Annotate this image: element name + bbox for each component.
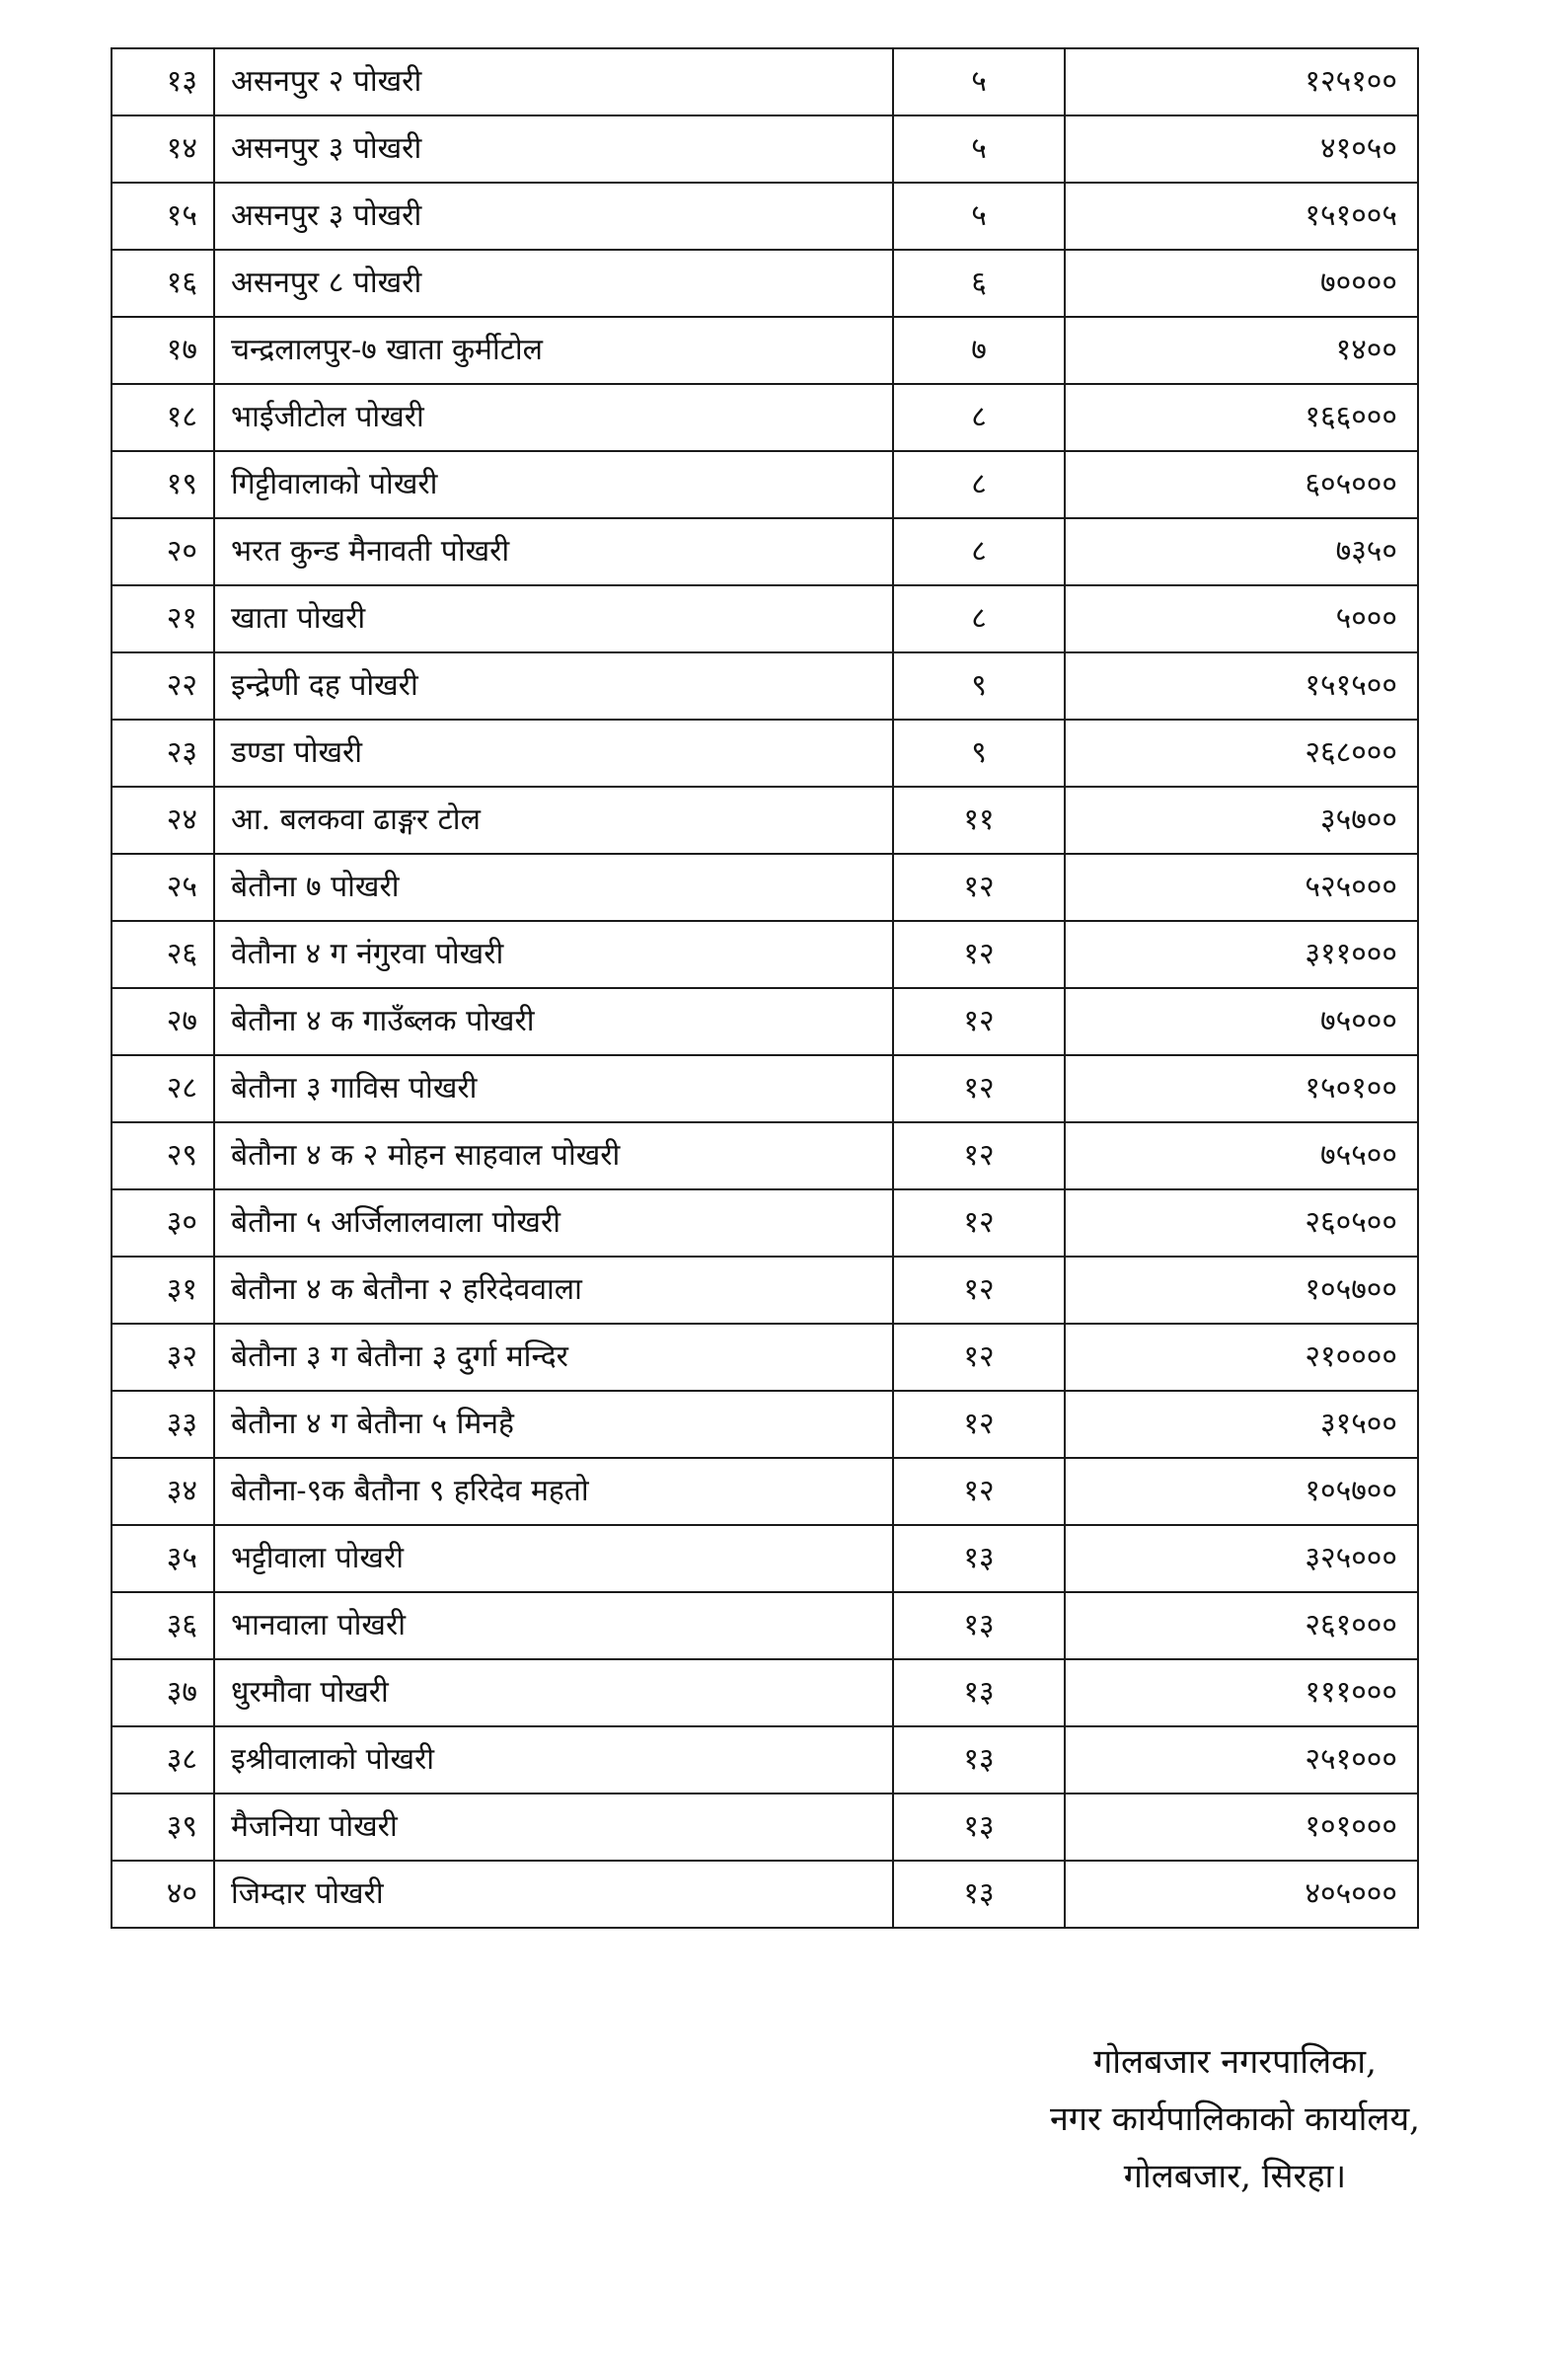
table-row bbox=[112, 1257, 1418, 1324]
table-row bbox=[112, 1189, 1418, 1257]
ward-number-cell: १२ bbox=[893, 1391, 1065, 1458]
table-row bbox=[112, 1122, 1418, 1189]
amount-cell: ६०५००० bbox=[1065, 451, 1418, 518]
pond-name-cell: भाईजीटोल पोखरी bbox=[214, 384, 893, 451]
table-row bbox=[112, 854, 1418, 921]
amount-cell: १०५७०० bbox=[1065, 1257, 1418, 1324]
table-row bbox=[112, 1391, 1418, 1458]
pond-name-cell: बेतौना ४ ग बेतौना ५ मिनहै bbox=[214, 1391, 893, 1458]
table-row bbox=[112, 988, 1418, 1055]
ward-number-cell: ८ bbox=[893, 451, 1065, 518]
pond-name-cell: असनपुर ३ पोखरी bbox=[214, 115, 893, 183]
serial-number-cell: ३२ bbox=[112, 1324, 214, 1391]
amount-cell: ७०००० bbox=[1065, 250, 1418, 317]
table-row bbox=[112, 1659, 1418, 1726]
serial-number-cell: १६ bbox=[112, 250, 214, 317]
serial-number-cell: १५ bbox=[112, 183, 214, 250]
serial-number-cell: १८ bbox=[112, 384, 214, 451]
amount-cell: १५०१०० bbox=[1065, 1055, 1418, 1122]
table-row bbox=[112, 183, 1418, 250]
ward-number-cell: १२ bbox=[893, 988, 1065, 1055]
table-row bbox=[112, 1794, 1418, 1861]
serial-number-cell: ३४ bbox=[112, 1458, 214, 1525]
serial-number-cell: २७ bbox=[112, 988, 214, 1055]
amount-cell: ४१०५० bbox=[1065, 115, 1418, 183]
ward-number-cell: १३ bbox=[893, 1525, 1065, 1592]
table-row bbox=[112, 451, 1418, 518]
pond-name-cell: बेतौना ३ ग बेतौना ३ दुर्गा मन्दिर bbox=[214, 1324, 893, 1391]
table-row bbox=[112, 652, 1418, 720]
pond-name-cell: धुरमौवा पोखरी bbox=[214, 1659, 893, 1726]
pond-name-cell: बेतौना-९क बैतौना ९ हरिदेव महतो bbox=[214, 1458, 893, 1525]
ward-number-cell: ८ bbox=[893, 384, 1065, 451]
pond-table bbox=[111, 47, 1419, 1929]
ward-number-cell: १३ bbox=[893, 1592, 1065, 1659]
amount-cell: २१०००० bbox=[1065, 1324, 1418, 1391]
ward-number-cell: १३ bbox=[893, 1794, 1065, 1861]
ward-number-cell: ९ bbox=[893, 720, 1065, 787]
pond-name-cell: इन्द्रेणी दह पोखरी bbox=[214, 652, 893, 720]
amount-cell: १६६००० bbox=[1065, 384, 1418, 451]
serial-number-cell: ३१ bbox=[112, 1257, 214, 1324]
amount-cell: १२५१०० bbox=[1065, 48, 1418, 115]
pond-name-cell: भानवाला पोखरी bbox=[214, 1592, 893, 1659]
pond-table-body bbox=[112, 48, 1418, 1928]
serial-number-cell: ४० bbox=[112, 1861, 214, 1928]
ward-number-cell: ६ bbox=[893, 250, 1065, 317]
ward-number-cell: ५ bbox=[893, 48, 1065, 115]
ward-number-cell: १२ bbox=[893, 1055, 1065, 1122]
serial-number-cell: १३ bbox=[112, 48, 214, 115]
serial-number-cell: ३९ bbox=[112, 1794, 214, 1861]
amount-cell: ७३५० bbox=[1065, 518, 1418, 585]
table-row bbox=[112, 250, 1418, 317]
table-row bbox=[112, 384, 1418, 451]
table-row bbox=[112, 585, 1418, 652]
serial-number-cell: ३६ bbox=[112, 1592, 214, 1659]
serial-number-cell: ३८ bbox=[112, 1726, 214, 1794]
serial-number-cell: २४ bbox=[112, 787, 214, 854]
pond-name-cell: बेतौना ३ गाविस पोखरी bbox=[214, 1055, 893, 1122]
ward-number-cell: ५ bbox=[893, 115, 1065, 183]
table-row bbox=[112, 1055, 1418, 1122]
pond-name-cell: गिट्टीवालाको पोखरी bbox=[214, 451, 893, 518]
amount-cell: ३२५००० bbox=[1065, 1525, 1418, 1592]
table-row bbox=[112, 115, 1418, 183]
amount-cell: १०१००० bbox=[1065, 1794, 1418, 1861]
ward-number-cell: १३ bbox=[893, 1726, 1065, 1794]
table-row bbox=[112, 921, 1418, 988]
pond-name-cell: असनपुर ३ पोखरी bbox=[214, 183, 893, 250]
amount-cell: ३५७०० bbox=[1065, 787, 1418, 854]
ward-number-cell: १२ bbox=[893, 1122, 1065, 1189]
table-row bbox=[112, 720, 1418, 787]
pond-name-cell: भरत कुन्ड मैनावती पोखरी bbox=[214, 518, 893, 585]
amount-cell: ७५००० bbox=[1065, 988, 1418, 1055]
table-row bbox=[112, 518, 1418, 585]
pond-name-cell: बेतौना ७ पोखरी bbox=[214, 854, 893, 921]
ward-number-cell: ११ bbox=[893, 787, 1065, 854]
pond-name-cell: इश्रीवालाको पोखरी bbox=[214, 1726, 893, 1794]
amount-cell: ५००० bbox=[1065, 585, 1418, 652]
ward-number-cell: १३ bbox=[893, 1659, 1065, 1726]
table-row bbox=[112, 1861, 1418, 1928]
pond-name-cell: बेतौना ५ अर्जिलालवाला पोखरी bbox=[214, 1189, 893, 1257]
amount-cell: ७५५०० bbox=[1065, 1122, 1418, 1189]
signature-line-municipality: गोलबजार नगरपालिका, bbox=[1093, 2042, 1377, 2082]
signature-line-office: नगर कार्यपालिकाको कार्यालय, bbox=[1049, 2099, 1420, 2139]
pond-name-cell: जिम्दार पोखरी bbox=[214, 1861, 893, 1928]
ward-number-cell: १२ bbox=[893, 1324, 1065, 1391]
amount-cell: १०५७०० bbox=[1065, 1458, 1418, 1525]
table-row bbox=[112, 1726, 1418, 1794]
amount-cell: १५१५०० bbox=[1065, 652, 1418, 720]
ward-number-cell: १२ bbox=[893, 1458, 1065, 1525]
serial-number-cell: २३ bbox=[112, 720, 214, 787]
pond-name-cell: बेतौना ४ क गाउँब्लक पोखरी bbox=[214, 988, 893, 1055]
ward-number-cell: १२ bbox=[893, 1257, 1065, 1324]
amount-cell: २६१००० bbox=[1065, 1592, 1418, 1659]
amount-cell: ४०५००० bbox=[1065, 1861, 1418, 1928]
pond-name-cell: भट्टीवाला पोखरी bbox=[214, 1525, 893, 1592]
serial-number-cell: २२ bbox=[112, 652, 214, 720]
serial-number-cell: २० bbox=[112, 518, 214, 585]
serial-number-cell: २५ bbox=[112, 854, 214, 921]
table-row bbox=[112, 317, 1418, 384]
ward-number-cell: १३ bbox=[893, 1861, 1065, 1928]
table-row bbox=[112, 1592, 1418, 1659]
amount-cell: ३१५०० bbox=[1065, 1391, 1418, 1458]
ward-number-cell: ९ bbox=[893, 652, 1065, 720]
serial-number-cell: ३० bbox=[112, 1189, 214, 1257]
pond-name-cell: बेतौना ४ क बेतौना २ हरिदेववाला bbox=[214, 1257, 893, 1324]
table-row bbox=[112, 48, 1418, 115]
serial-number-cell: ३५ bbox=[112, 1525, 214, 1592]
amount-cell: २६८००० bbox=[1065, 720, 1418, 787]
pond-name-cell: डण्डा पोखरी bbox=[214, 720, 893, 787]
table-row bbox=[112, 1324, 1418, 1391]
serial-number-cell: १७ bbox=[112, 317, 214, 384]
office-signature-block bbox=[1050, 2033, 1420, 2205]
serial-number-cell: २६ bbox=[112, 921, 214, 988]
signature-line-address: गोलबजार, सिरहा। bbox=[1123, 2157, 1347, 2196]
ward-number-cell: ५ bbox=[893, 183, 1065, 250]
amount-cell: ३११००० bbox=[1065, 921, 1418, 988]
serial-number-cell: ३३ bbox=[112, 1391, 214, 1458]
table-row bbox=[112, 1525, 1418, 1592]
ward-number-cell: ७ bbox=[893, 317, 1065, 384]
amount-cell: १११००० bbox=[1065, 1659, 1418, 1726]
ward-number-cell: ८ bbox=[893, 518, 1065, 585]
ward-number-cell: १२ bbox=[893, 1189, 1065, 1257]
serial-number-cell: १९ bbox=[112, 451, 214, 518]
amount-cell: १५१००५ bbox=[1065, 183, 1418, 250]
serial-number-cell: १४ bbox=[112, 115, 214, 183]
serial-number-cell: २९ bbox=[112, 1122, 214, 1189]
table-row bbox=[112, 787, 1418, 854]
pond-name-cell: मैजनिया पोखरी bbox=[214, 1794, 893, 1861]
ward-number-cell: ८ bbox=[893, 585, 1065, 652]
amount-cell: १४०० bbox=[1065, 317, 1418, 384]
pond-name-cell: वेतौना ४ ग नंगुरवा पोखरी bbox=[214, 921, 893, 988]
amount-cell: २५१००० bbox=[1065, 1726, 1418, 1794]
pond-name-cell: चन्द्रलालपुर-७ खाता कुर्मीटोल bbox=[214, 317, 893, 384]
pond-name-cell: आ. बलकवा ढाङ्गर टोल bbox=[214, 787, 893, 854]
serial-number-cell: २८ bbox=[112, 1055, 214, 1122]
amount-cell: २६०५०० bbox=[1065, 1189, 1418, 1257]
pond-name-cell: बेतौना ४ क २ मोहन साहवाल पोखरी bbox=[214, 1122, 893, 1189]
serial-number-cell: २१ bbox=[112, 585, 214, 652]
serial-number-cell: ३७ bbox=[112, 1659, 214, 1726]
ward-number-cell: १२ bbox=[893, 921, 1065, 988]
amount-cell: ५२५००० bbox=[1065, 854, 1418, 921]
table-row bbox=[112, 1458, 1418, 1525]
pond-name-cell: असनपुर ८ पोखरी bbox=[214, 250, 893, 317]
pond-name-cell: खाता पोखरी bbox=[214, 585, 893, 652]
ward-number-cell: १२ bbox=[893, 854, 1065, 921]
pond-name-cell: असनपुर २ पोखरी bbox=[214, 48, 893, 115]
